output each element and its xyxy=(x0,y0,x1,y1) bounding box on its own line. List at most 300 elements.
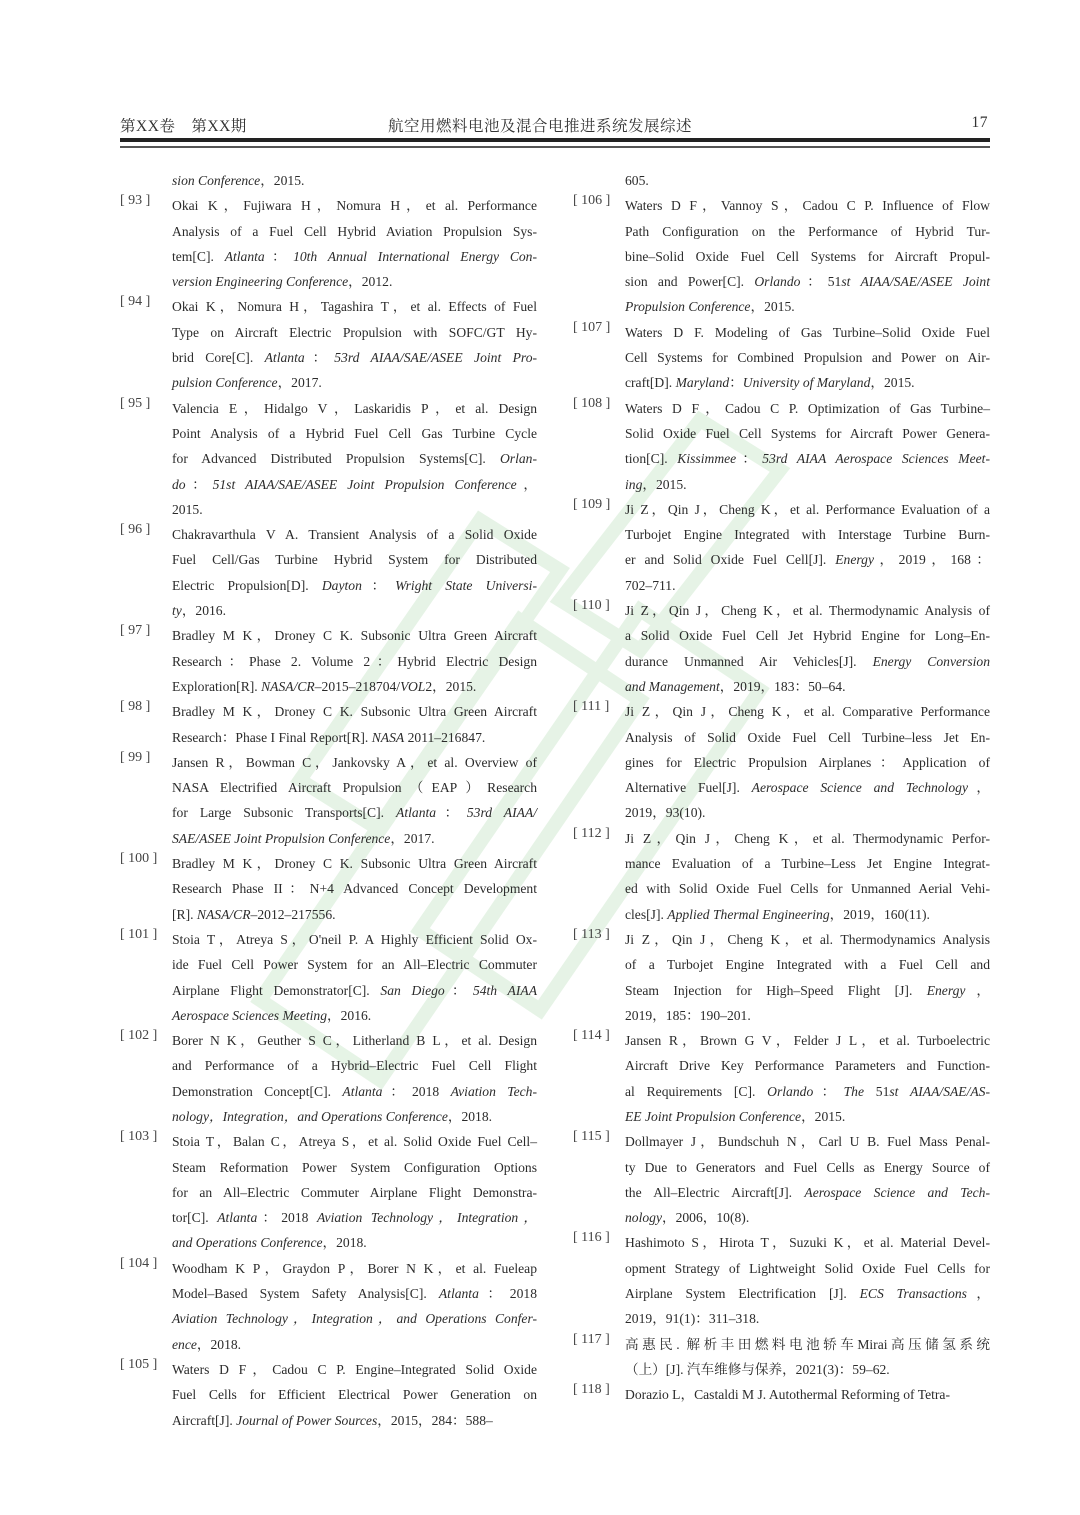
reference-number: [ 98 ] xyxy=(120,699,151,715)
text: ：2018 xyxy=(257,1210,317,1226)
italic-text: SAE/ASEE Joint Propulsion Conference xyxy=(172,830,391,846)
reference-line xyxy=(172,800,537,825)
text: cles[J]. xyxy=(625,906,668,922)
text: Steam Reformation Power System Configuration Options xyxy=(172,1159,537,1175)
text: 702–711. xyxy=(625,577,676,593)
reference-line xyxy=(625,623,990,648)
text: ，2015，284：588– xyxy=(377,1412,493,1428)
italic-text: ence xyxy=(172,1336,197,1352)
reference-entry xyxy=(120,1357,537,1433)
text: Bradley M K，Droney C K. Subsonic Ultra Green Aircraft xyxy=(172,704,537,720)
italic-text: Dayton xyxy=(321,577,362,593)
italic-text: San Diego xyxy=(380,982,445,998)
text: ： xyxy=(185,476,213,492)
text: Bradley M K，Droney C K. Subsonic Ultra Green Aircraft xyxy=(172,628,537,644)
text: Analysis of Solid Oxide Fuel Cell Turbine–less Jet En- xyxy=(625,729,990,745)
reference-line xyxy=(625,1079,990,1104)
text: sion and Power[C]. xyxy=(625,274,755,290)
text: ， xyxy=(516,476,538,492)
reference-line xyxy=(172,1129,537,1154)
reference-line xyxy=(172,1028,537,1053)
italic-text: Maryland xyxy=(675,375,730,391)
text: [R]. xyxy=(172,906,197,922)
reference-entry xyxy=(573,1129,990,1230)
reference-line xyxy=(172,294,537,319)
italic-text: version Engineering Conference xyxy=(172,274,349,290)
italic-text: The xyxy=(843,1083,876,1099)
text: ，2015. xyxy=(260,173,305,188)
text: ， xyxy=(965,982,991,998)
reference-line xyxy=(172,1205,537,1230)
reference-entry xyxy=(573,826,990,927)
reference-entry xyxy=(573,927,990,1028)
italic-text: Atlanta xyxy=(438,1286,479,1302)
reference-line xyxy=(172,396,537,421)
reference-line xyxy=(625,927,990,952)
reference-line xyxy=(625,219,990,244)
text: Stoia T，Atreya S，O'neil P. A Highly Efficient Solid Ox- xyxy=(172,931,537,947)
text: ，2017. xyxy=(277,375,322,391)
reference-line xyxy=(172,725,537,750)
text: ，2015. xyxy=(642,476,687,492)
italic-text: Atlanta xyxy=(264,350,305,366)
text: Dollmayer J，Bundschuh N，Carl U B. Fuel Mass Penal- xyxy=(625,1134,990,1150)
text: er and Solid Oxide Fuel Cell[J]. xyxy=(625,552,836,568)
reference-line xyxy=(172,1079,537,1104)
reference-line xyxy=(172,1306,537,1331)
text: ： xyxy=(444,982,473,998)
text: ： xyxy=(361,577,396,593)
references-right-column xyxy=(573,168,990,1408)
italic-text: Propulsion Conference xyxy=(625,299,751,315)
italic-text: Aviation Tech- xyxy=(450,1083,537,1099)
reference-line xyxy=(172,497,537,522)
text: for Large Subsonic Transports[C]. xyxy=(172,805,397,821)
header-volume-issue: 第XX卷 第XX期 xyxy=(120,118,247,135)
text: ： xyxy=(813,1083,844,1099)
text: Point Analysis of a Hybrid Fuel Cell Gas Turbine Cycle xyxy=(172,425,537,441)
reference-entry xyxy=(120,168,537,193)
italic-text: and Operations Conference xyxy=(172,1235,323,1251)
italic-text: nology xyxy=(625,1210,662,1226)
reference-line xyxy=(625,421,990,446)
italic-text: 53rd AIAA/SAE/ASEE Joint Pro- xyxy=(334,350,538,366)
text: Ji Z，Qin J，Cheng K，et al. Thermodynamic Perfor- xyxy=(625,830,990,846)
text: Waters D F，Cadou C P. Engine–Integrated Solid Oxide xyxy=(172,1361,537,1377)
reference-line xyxy=(172,1180,537,1205)
reference-line xyxy=(172,699,537,724)
italic-text: ECS Transactions xyxy=(859,1286,967,1302)
reference-line xyxy=(625,699,990,724)
italic-text: EE Joint Propulsion Conference xyxy=(625,1108,802,1124)
italic-text: Aerospace Sciences Meeting xyxy=(172,1007,328,1023)
text: Solid Oxide Fuel Cell Systems for Aircraft Power Genera- xyxy=(625,425,990,441)
reference-entry xyxy=(573,396,990,497)
text: ，2016. xyxy=(327,1007,372,1023)
text: Cell Systems for Combined Propulsion and Power on Air- xyxy=(625,350,990,366)
reference-entry xyxy=(120,522,537,623)
reference-line xyxy=(172,522,537,547)
text: 51 xyxy=(875,1083,890,1099)
text: ， xyxy=(968,780,990,796)
reference-line xyxy=(625,294,990,319)
reference-line xyxy=(172,902,537,927)
text: Aircraft[J]. xyxy=(172,1412,237,1428)
text: Okai K，Fujiwara H，Nomura H，et al. Performance xyxy=(172,198,537,214)
reference-line xyxy=(172,1053,537,1078)
text: Bradley M K，Droney C K. Subsonic Ultra Green Aircraft xyxy=(172,856,537,872)
reference-line xyxy=(172,1332,537,1357)
reference-line xyxy=(172,193,537,218)
italic-text: 53rd AIAA/ xyxy=(466,805,537,821)
text: ：2018 xyxy=(382,1083,451,1099)
italic-text: Atlanta xyxy=(342,1083,383,1099)
reference-line xyxy=(172,1230,537,1255)
text: Hashimoto S，Hirota T，Suzuki K，et al. Material Devel- xyxy=(625,1235,990,1251)
reference-line xyxy=(172,851,537,876)
italic-text: st AIAA/SAE/ASEE Joint xyxy=(841,274,990,290)
text: ，2015. xyxy=(750,299,795,315)
text: 2，2015. xyxy=(425,678,477,694)
text: ，2017. xyxy=(390,830,435,846)
header-rule-thin xyxy=(120,146,990,148)
reference-line xyxy=(625,573,990,598)
text: ，2018. xyxy=(322,1235,367,1251)
text: ，2018. xyxy=(447,1108,493,1124)
italic-text: Aviation Technology，Integration，and Operations Confer- xyxy=(172,1311,537,1327)
text: of a Turbojet Engine Integrated with a Fuel Cell and xyxy=(625,957,990,973)
text: ty Due to Generators and Fuel Cells as Energy Source of xyxy=(625,1159,990,1175)
reference-number: [ 93 ] xyxy=(120,193,151,209)
reference-entry xyxy=(120,623,537,699)
reference-number: [ 103 ] xyxy=(120,1129,158,1145)
reference-line xyxy=(172,1357,537,1382)
text: Electric Propulsion[D]. xyxy=(172,577,322,593)
text: tem[C]. xyxy=(172,248,225,264)
text: Research Phase II：N+4 Advanced Concept Development xyxy=(172,881,537,897)
reference-number: [ 100 ] xyxy=(120,851,158,867)
text: Model–Based System Safety Analysis[C]. xyxy=(172,1286,439,1302)
reference-number: [ 117 ] xyxy=(573,1331,610,1347)
reference-line xyxy=(625,775,990,800)
text: Valencia E，Hidalgo V，Laskaridis P，et al. Design xyxy=(172,400,537,416)
reference-number: [ 99 ] xyxy=(120,749,151,765)
text: Aircraft Drive Key Performance Parameters and Function- xyxy=(625,1058,990,1074)
text: tor[C]. xyxy=(172,1210,218,1226)
reference-number: [ 104 ] xyxy=(120,1255,158,1271)
reference-line xyxy=(625,168,990,193)
text: ，2019，160(11). xyxy=(829,906,930,922)
italic-text: 53rd AIAA Aerospace Sciences Meet- xyxy=(762,451,990,467)
reference-line xyxy=(625,472,990,497)
text: ，2018. xyxy=(196,1336,242,1352)
text: ed with Solid Oxide Fuel Cells for Unmanned Aerial Vehi- xyxy=(625,881,990,897)
reference-line xyxy=(625,1180,990,1205)
reference-line xyxy=(625,1003,990,1028)
italic-text: Atlanta xyxy=(224,248,265,264)
italic-text: Orlando xyxy=(767,1083,814,1099)
text: 605. xyxy=(625,173,649,188)
header-page-number: 17 xyxy=(971,114,988,131)
italic-text: Journal of Power Sources xyxy=(236,1412,378,1428)
reference-line xyxy=(172,421,537,446)
reference-line xyxy=(172,446,537,471)
reference-entry xyxy=(573,1382,990,1407)
reference-entry xyxy=(573,1332,990,1383)
text: –2015–218704/ xyxy=(314,678,401,694)
reference-line xyxy=(625,674,990,699)
italic-text: Energy xyxy=(835,552,874,568)
text: Type on Aircraft Electric Propulsion with SOFC/GT Hy- xyxy=(172,324,537,340)
italic-text: NASA xyxy=(371,729,405,745)
reference-line xyxy=(172,244,537,269)
reference-line xyxy=(625,978,990,1003)
reference-line xyxy=(625,320,990,345)
header-running-title: 航空用燃料电池及混合电推进系统发展综述 xyxy=(387,118,692,135)
reference-entry xyxy=(573,699,990,825)
reference-line xyxy=(172,1408,537,1433)
text: Stoia T，Balan C，Atreya S，et al. Solid Oxide Fuel Cell– xyxy=(172,1134,537,1150)
text: Demonstration Concept[C]. xyxy=(172,1083,343,1099)
text: 高惠民. 解析丰田燃料电池轿车Mirai高压储氢系统 xyxy=(625,1336,990,1352)
italic-text: Aerospace Science and Technology xyxy=(751,780,968,796)
reference-entry xyxy=(120,1129,537,1255)
reference-line xyxy=(172,320,537,345)
reference-entry xyxy=(120,750,537,851)
reference-line xyxy=(625,522,990,547)
reference-number: [ 113 ] xyxy=(573,926,610,942)
text: a Solid Oxide Fuel Cell Jet Hybrid Engine for Long–En- xyxy=(625,628,990,644)
reference-line xyxy=(625,876,990,901)
italic-text: University of Maryland xyxy=(742,375,871,391)
reference-number: [ 118 ] xyxy=(573,1382,610,1398)
text: for an All–Electric Commuter Airplane Flight Demonstra- xyxy=(172,1184,537,1200)
reference-number: [ 96 ] xyxy=(120,522,151,538)
text: 2019，91(1)：311–318. xyxy=(625,1311,760,1327)
reference-entry xyxy=(120,396,537,522)
reference-line xyxy=(625,547,990,572)
reference-number: [ 108 ] xyxy=(573,395,611,411)
reference-line xyxy=(172,1382,537,1407)
reference-line xyxy=(172,1003,537,1028)
text: gines for Electric Propulsion Airplanes：Application of xyxy=(625,754,990,770)
text: ， xyxy=(966,1286,990,1302)
reference-line xyxy=(625,952,990,977)
text: 2019，185：190–201. xyxy=(625,1007,751,1023)
reference-line xyxy=(172,623,537,648)
italic-text: Energy xyxy=(926,982,966,998)
text: and Performance of a Hybrid–Electric Fuel Cell Flight xyxy=(172,1058,537,1074)
reference-line xyxy=(625,1053,990,1078)
references-left-column xyxy=(120,168,537,1433)
reference-number: [ 105 ] xyxy=(120,1356,158,1372)
text: Research：Phase 2. Volume 2：Hybrid Electric Design xyxy=(172,653,537,669)
text: ：51 xyxy=(800,274,842,290)
text: ：2018 xyxy=(478,1286,537,1302)
italic-text: 10th Annual International Energy Con- xyxy=(293,248,538,264)
text: brid Core[C]. xyxy=(172,350,265,366)
reference-number: [ 107 ] xyxy=(573,319,611,335)
italic-text: NASA/CR xyxy=(196,906,251,922)
reference-line xyxy=(625,750,990,775)
reference-number: [ 114 ] xyxy=(573,1028,610,1044)
text: Woodham K P，Graydon P，Borer N K，et al. Fueleap xyxy=(172,1260,537,1276)
reference-entry xyxy=(120,1028,537,1129)
reference-line xyxy=(625,902,990,927)
text: ide Fuel Cell Power System for an All–Electric Commuter xyxy=(172,957,537,973)
reference-line xyxy=(172,1281,537,1306)
text: Ji Z，Qin J，Cheng K，et al. Performance Evaluation of a xyxy=(625,501,990,517)
italic-text: NASA/CR xyxy=(261,678,315,694)
italic-text: Orlando xyxy=(754,274,801,290)
text: ，2015. xyxy=(801,1108,846,1124)
text: ： xyxy=(264,248,294,264)
reference-line xyxy=(172,472,537,497)
text: Chakravarthula V A. Transient Analysis of a Solid Oxide xyxy=(172,527,537,543)
text: Fuel Cells for Efficient Electrical Power Generation on xyxy=(172,1387,537,1403)
reference-line xyxy=(625,725,990,750)
text: opment Strategy of Lightweight Solid Oxide Fuel Cells for xyxy=(625,1260,990,1276)
reference-entry xyxy=(120,294,537,395)
reference-entry xyxy=(573,168,990,193)
reference-line xyxy=(625,851,990,876)
reference-entry xyxy=(573,320,990,396)
italic-text: pulsion Conference xyxy=(172,375,278,391)
text: 2015. xyxy=(172,501,203,517)
reference-entry xyxy=(120,927,537,1028)
reference-line xyxy=(172,345,537,370)
italic-text: Energy Conversion xyxy=(872,653,990,669)
reference-line xyxy=(625,1028,990,1053)
reference-entry xyxy=(573,598,990,699)
text: durance Unmanned Air Vehicles[J]. xyxy=(625,653,873,669)
reference-line xyxy=(625,800,990,825)
text: Jansen R，Brown G V，Felder J L，et al. Turboelectric xyxy=(625,1033,990,1049)
italic-text: VOL xyxy=(400,678,426,694)
text: bine–Solid Oxide Fuel Cell Systems for Aircraft Propul- xyxy=(625,248,990,264)
text: ，2019，183：50–64. xyxy=(719,678,846,694)
reference-number: [ 110 ] xyxy=(573,598,610,614)
reference-line xyxy=(625,1230,990,1255)
reference-line xyxy=(625,1155,990,1180)
text: Dorazio L，Castaldi M J. Autothermal Reforming of Tetra- xyxy=(625,1387,950,1403)
reference-line xyxy=(172,1256,537,1281)
reference-line xyxy=(625,244,990,269)
text: Exploration[R]. xyxy=(172,678,262,694)
reference-line xyxy=(625,649,990,674)
text: 2019，93(10). xyxy=(625,805,706,821)
reference-number: [ 109 ] xyxy=(573,496,611,512)
text: Alternative Fuel[J]. xyxy=(625,780,752,796)
reference-line xyxy=(172,219,537,244)
italic-text: Wright State Universi- xyxy=(395,577,537,593)
reference-entry xyxy=(120,193,537,294)
text: ： xyxy=(304,350,335,366)
reference-line xyxy=(172,598,537,623)
text: ，2019，168： xyxy=(874,552,991,568)
text: Analysis of a Fuel Cell Hybrid Aviation Propulsion Sys- xyxy=(172,223,537,239)
reference-line xyxy=(625,1281,990,1306)
text: ： xyxy=(729,375,743,391)
reference-number: [ 94 ] xyxy=(120,294,151,310)
italic-text: Kissimmee xyxy=(677,451,737,467)
text: Research：Phase I Final Report[R]. xyxy=(172,729,372,745)
italic-text: nology，Integration，and Operations Conference xyxy=(172,1108,448,1124)
text: craft[D]. xyxy=(625,375,676,391)
reference-line xyxy=(625,1205,990,1230)
reference-line xyxy=(625,1357,990,1382)
text: –2012–217556. xyxy=(250,906,336,922)
italic-text: Aerospace Science and Tech- xyxy=(804,1184,990,1200)
reference-number: [ 97 ] xyxy=(120,623,151,639)
text: Ji Z，Qin J，Cheng K，et al. Thermodynamics Analysis xyxy=(625,931,990,947)
italic-text: and Management xyxy=(625,678,720,694)
reference-number: [ 102 ] xyxy=(120,1028,158,1044)
reference-number: [ 116 ] xyxy=(573,1230,610,1246)
italic-text: Atlanta xyxy=(396,805,437,821)
text: Turbojet Engine Integrated with Interstage Turbine Burn- xyxy=(625,527,990,543)
italic-text: 54th AIAA xyxy=(472,982,537,998)
header-rule-thick xyxy=(120,138,990,142)
text: 2011–216847. xyxy=(404,729,486,745)
reference-line xyxy=(172,750,537,775)
reference-number: [ 106 ] xyxy=(573,193,611,209)
reference-line xyxy=(172,674,537,699)
reference-entry xyxy=(573,497,990,598)
text: Path Configuration on the Performance of Hybrid Tur- xyxy=(625,223,990,239)
text: for Advanced Distributed Propulsion Systems[C]. xyxy=(172,451,500,467)
reference-line xyxy=(625,345,990,370)
reference-line xyxy=(625,1104,990,1129)
reference-line xyxy=(172,1155,537,1180)
reference-line xyxy=(625,269,990,294)
reference-line xyxy=(625,826,990,851)
text: Borer N K，Geuther S C，Litherland B L，et al. Design xyxy=(172,1033,537,1049)
reference-line xyxy=(625,370,990,395)
reference-number: [ 101 ] xyxy=(120,926,158,942)
text: Steam Injection for High–Speed Flight [J]. xyxy=(625,982,927,998)
reference-line xyxy=(625,193,990,218)
reference-line xyxy=(172,370,537,395)
reference-line xyxy=(625,1382,990,1407)
text: Waters D F，Vannoy S，Cadou C P. Influence of Flow xyxy=(625,198,990,214)
text: Jansen R，Bowman C，Jankovsky A，et al. Overview of xyxy=(172,754,537,770)
reference-line xyxy=(172,927,537,952)
reference-number: [ 111 ] xyxy=(573,699,610,715)
reference-line xyxy=(172,573,537,598)
reference-line xyxy=(625,1256,990,1281)
text: ，2015. xyxy=(870,375,915,391)
reference-line xyxy=(625,1332,990,1357)
italic-text: ty xyxy=(172,603,182,619)
text: ： xyxy=(736,451,763,467)
text: Waters D F. Modeling of Gas Turbine–Solid Oxide Fuel xyxy=(625,324,990,340)
reference-line xyxy=(172,1104,537,1129)
text: tion[C]. xyxy=(625,451,678,467)
reference-line xyxy=(625,1306,990,1331)
reference-entry xyxy=(120,699,537,750)
reference-line xyxy=(172,952,537,977)
text: the All–Electric Aircraft[J]. xyxy=(625,1184,805,1200)
italic-text: Applied Thermal Engineering xyxy=(667,906,830,922)
reference-line xyxy=(172,168,537,193)
reference-line xyxy=(172,775,537,800)
italic-text: do xyxy=(172,476,186,492)
reference-entry xyxy=(120,1256,537,1357)
text: Airplane System Electrification [J]. xyxy=(625,1286,860,1302)
text: ，2006，10(8). xyxy=(662,1210,750,1226)
italic-text: Aviation Technology，Integration， xyxy=(317,1210,537,1226)
